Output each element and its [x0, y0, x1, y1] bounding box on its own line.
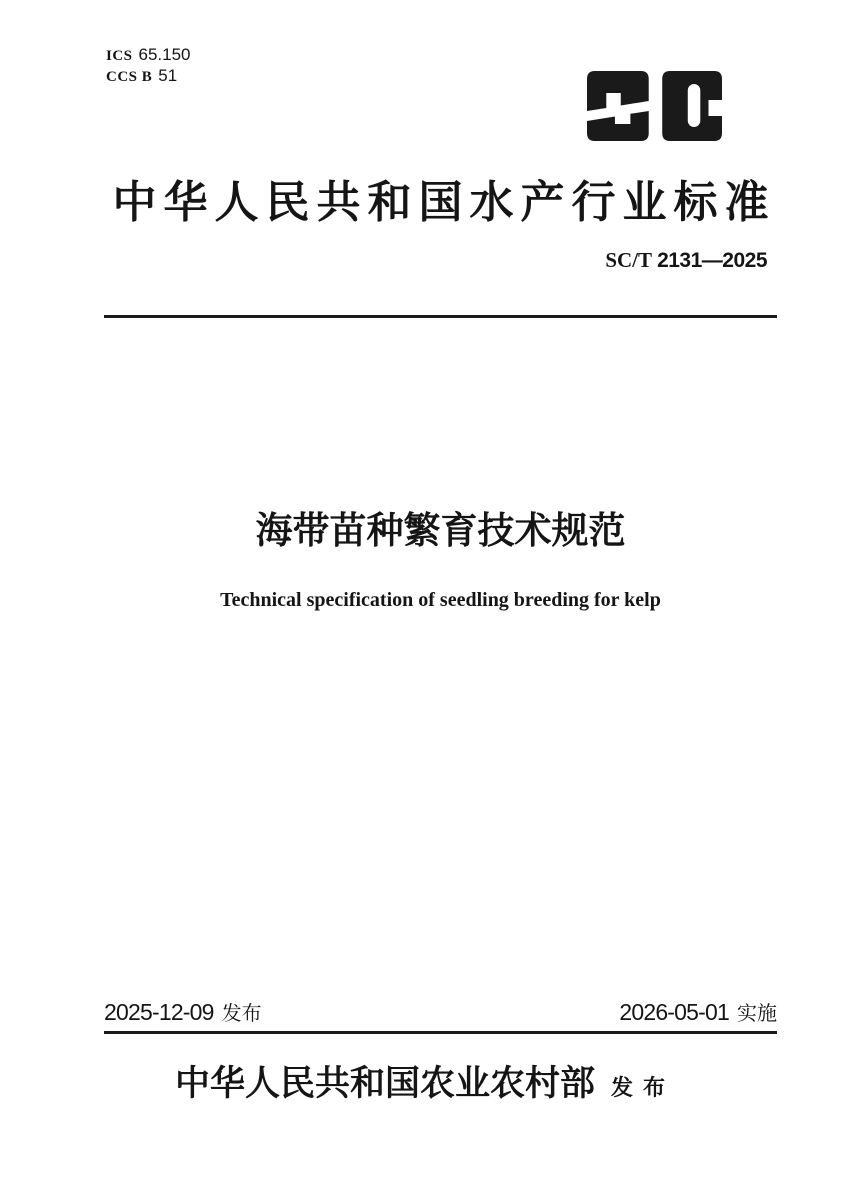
document-title-en: Technical specification of seedling breeding for kelp	[220, 589, 661, 611]
publisher-action-label: 发布	[611, 1075, 676, 1100]
ccs-value: 51	[158, 66, 178, 85]
issue-label: 发布	[221, 1003, 262, 1025]
standard-number-prefix: SC/T	[605, 248, 653, 272]
issue-date-group	[104, 1001, 262, 1024]
bottom-divider-line	[104, 1031, 777, 1034]
standard-type-title: 中华人民共和国水产行业标准	[112, 178, 776, 227]
sc-logo-icon	[587, 71, 722, 141]
publisher-row	[0, 1066, 850, 1101]
ccs-line	[106, 66, 191, 87]
implementation-date: 2026-05-01	[619, 999, 729, 1025]
issue-date: 2025-12-09	[104, 999, 214, 1025]
classification-codes	[106, 45, 191, 87]
publisher-name: 中华人民共和国农业农村部	[174, 1064, 595, 1103]
top-divider-line	[104, 315, 777, 318]
ccs-label: CCS B	[106, 69, 153, 85]
ics-value: 65.150	[138, 45, 191, 64]
implementation-label: 实施	[737, 1003, 777, 1025]
standard-number	[605, 250, 767, 271]
implementation-date-group	[619, 1001, 777, 1024]
standard-number-value: 2131—2025	[657, 249, 767, 272]
document-title-zh: 海带苗种繁育技术规范	[255, 510, 626, 551]
ics-line	[106, 45, 191, 66]
ics-label: ICS	[106, 48, 133, 64]
